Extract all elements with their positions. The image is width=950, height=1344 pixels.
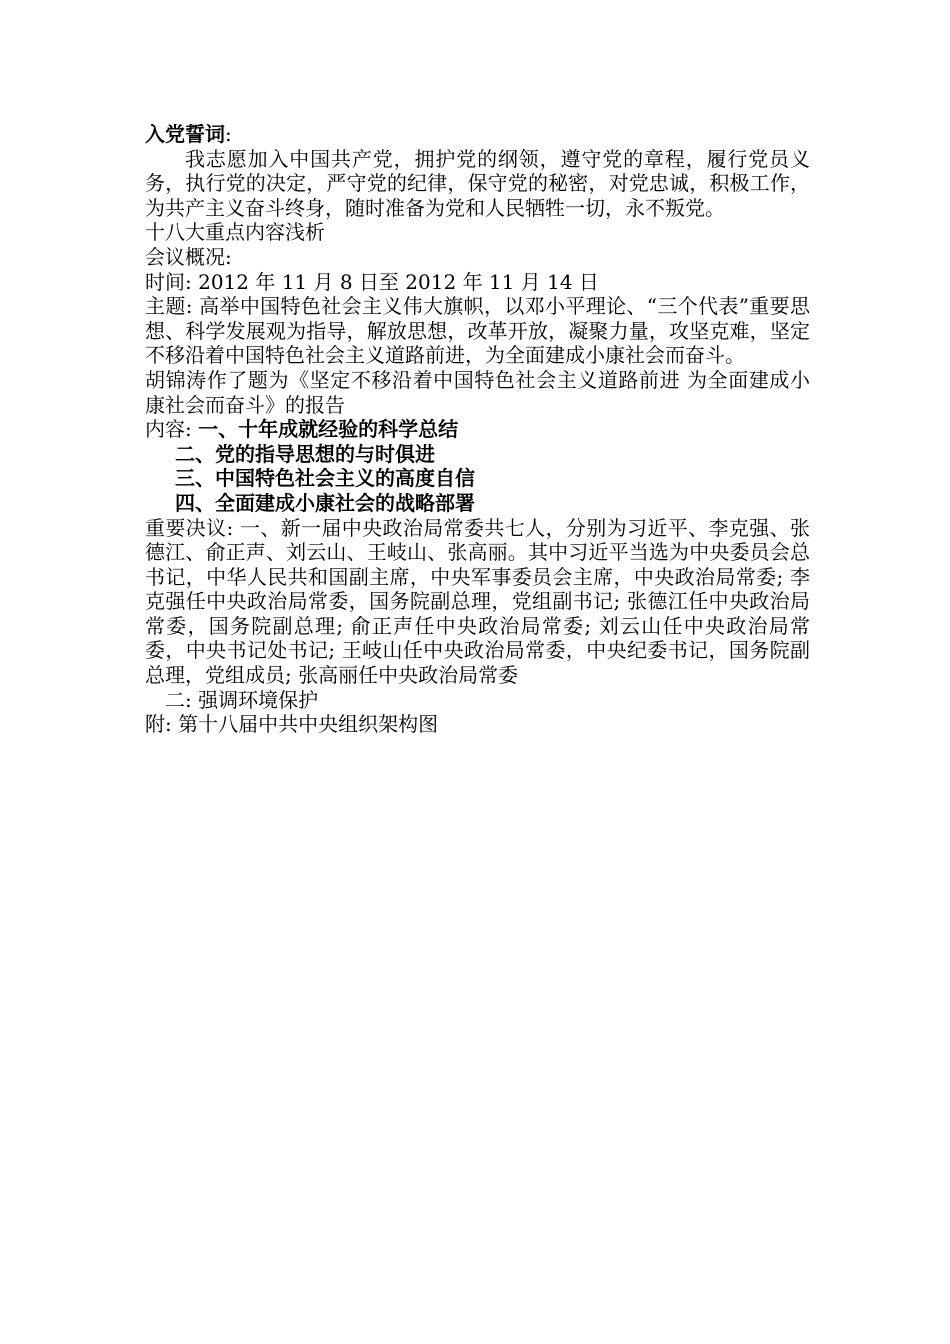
content-line-3 — [145, 466, 810, 491]
document-page — [145, 122, 810, 737]
content-line-2 — [145, 442, 810, 467]
oath-title-colon: : — [225, 122, 232, 146]
content-item: 一、十年成就经验的科学总结 — [198, 417, 459, 442]
content-line-4 — [145, 491, 810, 516]
oath-title-line — [145, 122, 810, 147]
content-item: 二、党的指导思想的与时俱进 — [175, 441, 435, 466]
decision-two: 二: 强调环境保护 — [165, 687, 319, 712]
report-title: 胡锦涛作了题为《坚定不移沿着中国特色社会主义道路前进 为全面建成小康社会而奋斗》的报告 — [145, 367, 810, 417]
overview-label: 会议概况: — [145, 244, 232, 269]
oath-body: 我志愿加入中国共产党，拥护党的纲领，遵守党的章程，履行党员义务，执行党的决定，严守党的纪律，保守党的秘密，对党忠诚，积极工作，为共产主义奋斗终身，随时准备为党和人民牺牲一切，永不叛党。 — [145, 146, 810, 220]
meeting-time: 时间: 2012 年 11 月 8 日至 2012 年 11 月 14 日 — [145, 269, 599, 294]
oath-title: 入党誓词 — [145, 122, 225, 146]
appendix-line: 附: 第十八届中共中央组织架构图 — [145, 712, 439, 737]
important-decisions: 重要决议: 一、新一届中央政治局常委共七人，分别为习近平、李克强、张德江、俞正声、刘云山、王岐山、张高丽。其中习近平当选为中央委员会总书记，中华人民共和国副主席，中央军事委员会主席，中央政治局常委; 李克强任中央政治局常委，国务院副总理，党组副书记; 张德江任中央政治局常委，国务院副总理; 俞正声任中央政治局常委; 刘云山任中央政治局常委，中央书记处书记; 王岐山任中央政治局常委，中央纪委书记，国务院副总理，党组成员; 张高丽任中央政治局常委 — [145, 515, 810, 688]
content-label: 内容: — [145, 417, 199, 442]
content-item: 三、中国特色社会主义的高度自信 — [175, 466, 475, 491]
content-line-1 — [145, 417, 810, 442]
analysis-heading: 十八大重点内容浅析 — [145, 220, 325, 245]
content-item: 四、全面建成小康社会的战略部署 — [175, 490, 475, 515]
meeting-theme: 主题: 高举中国特色社会主义伟大旗帜，以邓小平理论、“三个代表”重要思想、科学发展观为指导，解放思想，改革开放，凝聚力量，攻坚克难，坚定不移沿着中国特色社会主义道路前进，为全面建成小康社会而奋斗。 — [145, 294, 810, 368]
